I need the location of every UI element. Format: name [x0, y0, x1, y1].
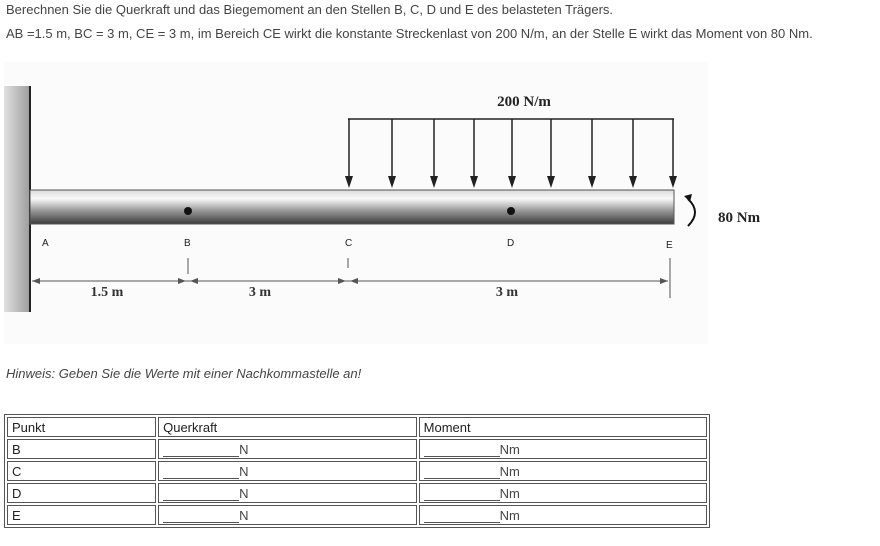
force-input-b[interactable] — [163, 442, 239, 457]
moment-cell — [419, 483, 707, 503]
table-row — [7, 461, 707, 481]
force-cell — [158, 483, 417, 503]
hint-text: Hinweis: Geben Sie die Werte mit einer Nachkommastelle an! — [6, 366, 362, 381]
moment-unit: Nm — [499, 507, 520, 523]
row-point: D — [7, 483, 156, 503]
row-point: B — [7, 439, 156, 459]
table-row — [7, 483, 707, 503]
row-point: C — [7, 461, 156, 481]
point-d-dot — [507, 207, 515, 215]
header-moment: Moment — [419, 417, 707, 437]
beam-figure — [0, 62, 770, 346]
load-label: 200 N/m — [497, 94, 551, 110]
row-point: E — [7, 505, 156, 525]
moment-input-c[interactable] — [424, 464, 500, 479]
point-label-c: C — [345, 238, 353, 249]
force-unit: N — [239, 463, 249, 479]
answer-table — [4, 414, 710, 528]
point-b-dot — [184, 207, 192, 215]
problem-statement: Berechnen Sie die Querkraft und das Biegemoment an den Stellen B, C, D und E des belasteten Trägers. — [6, 2, 614, 17]
point-label-d: D — [507, 238, 515, 249]
dimension-bc: 3 m — [248, 285, 272, 300]
force-cell — [158, 505, 417, 525]
moment-input-b[interactable] — [424, 442, 500, 457]
moment-unit: Nm — [499, 441, 520, 457]
force-unit: N — [239, 441, 249, 457]
force-unit: N — [239, 485, 249, 501]
force-input-c[interactable] — [163, 464, 239, 479]
force-cell — [158, 461, 417, 481]
dimension-ab: 1.5 m — [90, 285, 124, 300]
point-label-e: E — [666, 240, 673, 251]
point-label-a: A — [42, 238, 49, 249]
force-cell — [158, 439, 417, 459]
dimension-ce: 3 m — [495, 285, 519, 300]
moment-unit: Nm — [499, 463, 520, 479]
problem-given-values: AB =1.5 m, BC = 3 m, CE = 3 m, im Bereich CE wirkt die konstante Streckenlast von 200 N/m, an der Stelle E wirkt das Moment von 80 Nm. — [6, 26, 813, 41]
moment-cell — [419, 439, 707, 459]
header-point: Punkt — [7, 417, 156, 437]
beam — [30, 190, 674, 224]
point-label-b: B — [184, 238, 191, 249]
moment-label: 80 Nm — [718, 210, 761, 226]
force-input-d[interactable] — [163, 486, 239, 501]
force-input-e[interactable] — [163, 508, 239, 523]
table-row — [7, 505, 707, 525]
force-unit: N — [239, 507, 249, 523]
table-header-row — [7, 417, 707, 437]
moment-input-d[interactable] — [424, 486, 500, 501]
table-row — [7, 439, 707, 459]
moment-cell — [419, 505, 707, 525]
moment-input-e[interactable] — [424, 508, 500, 523]
moment-cell — [419, 461, 707, 481]
header-force: Querkraft — [158, 417, 417, 437]
fixed-wall — [4, 86, 30, 312]
moment-unit: Nm — [499, 485, 520, 501]
